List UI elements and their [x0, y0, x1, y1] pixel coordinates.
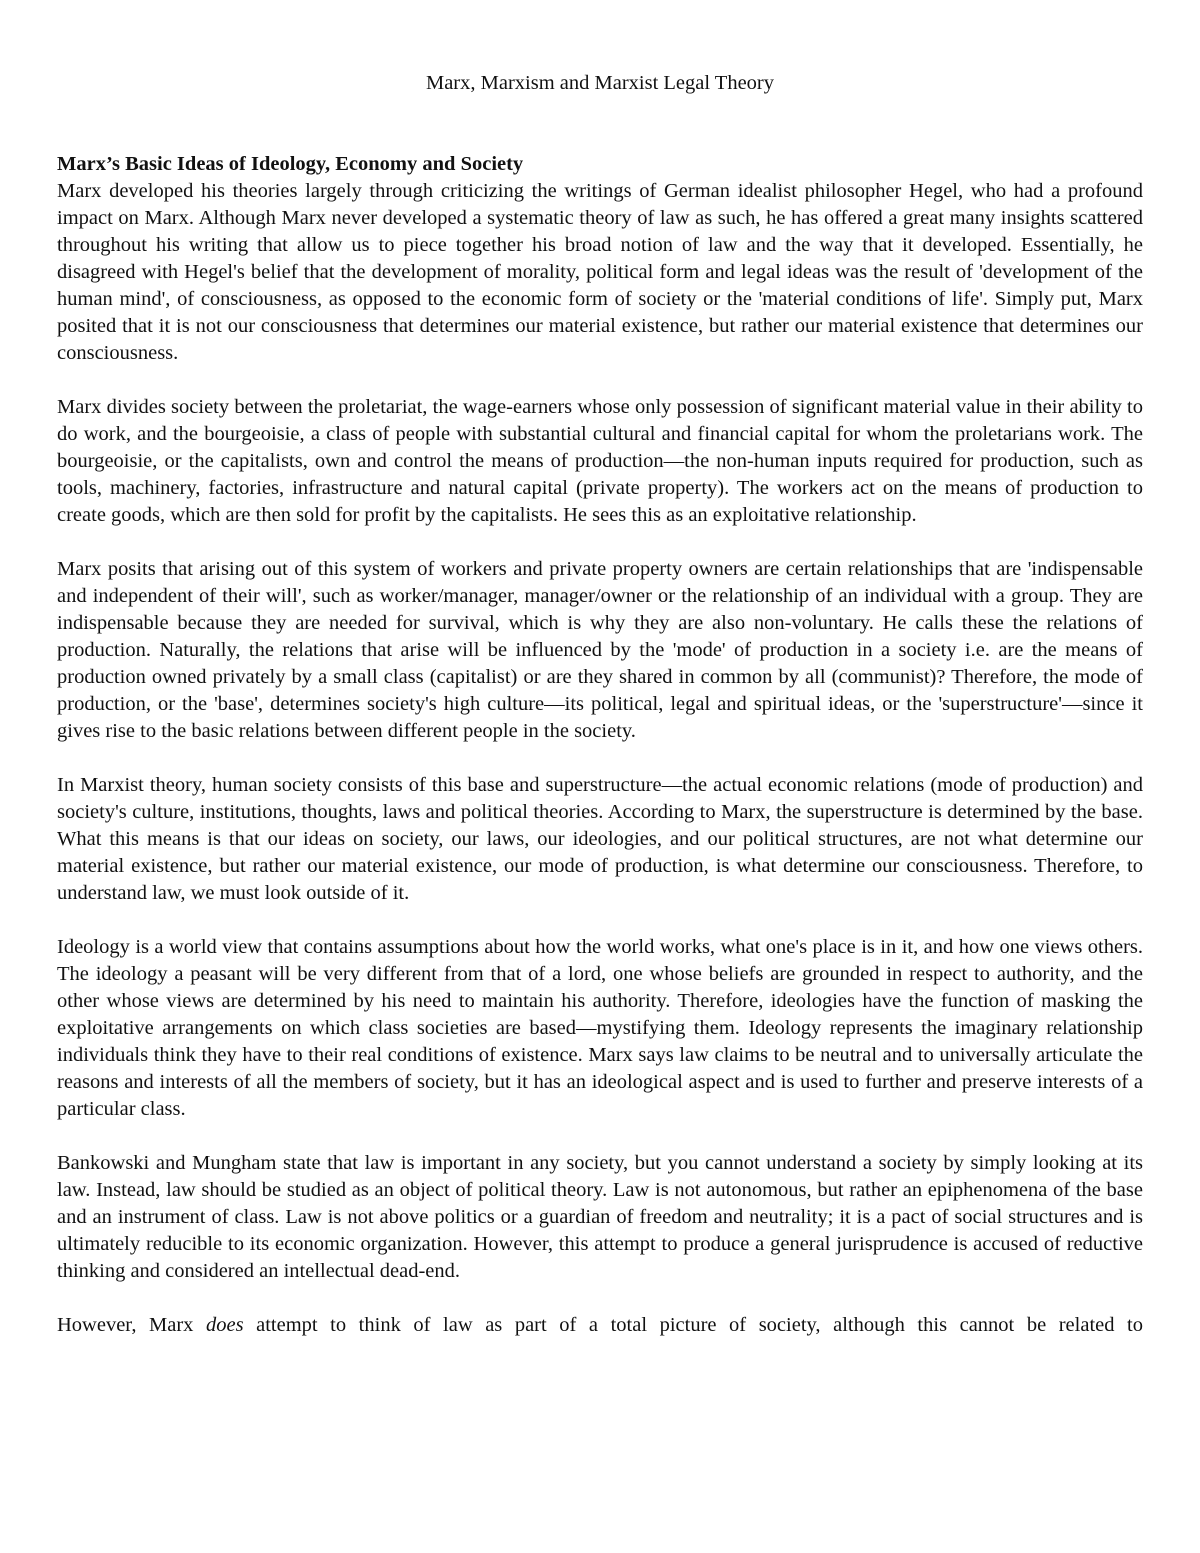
- paragraph-text-before: However, Marx: [57, 1314, 206, 1336]
- emphasis-text: does: [205, 1314, 244, 1336]
- document-title: Marx, Marxism and Marxist Legal Theory: [425, 72, 775, 94]
- section-heading: Marx’s Basic Ideas of Ideology, Economy and Society: [57, 153, 524, 175]
- paragraph-ideology: Ideology is a world view that contains assumptions about how the world works, what one's place is in it, and how one views others. The ideology a peasant will be very different from that of a lord, one whose beliefs are grounded in respect to authority, and the other whose views are determined by his need to maintain his authority. Therefore, ideologies have the function of masking the exploitative arrangements on which class societies are based—mystifying them. Ideology represents the imaginary relationship individuals think they have to their real conditions of existence. Marx says law claims to be neutral and to universally articulate the reasons and interests of all the members of society, but it has an ideological aspect and is used to further and preserve interests of a particular class.: [57, 936, 1143, 1120]
- document-page: [57, 70, 1143, 1366]
- paragraph-proletariat: Marx divides society between the proletariat, the wage-earners whose only possession of significant material value in their ability to do work, and the bourgeoisie, a class of people with substantial cultural and financial capital for whom the proletarians work. The bourgeoisie, or the capitalists, own and control the means of production—the non-human inputs required for production, such as tools, machinery, factories, infrastructure and natural capital (private property). The workers act on the means of production to create goods, which are then sold for profit by the capitalists. He sees this as an exploitative relationship.: [57, 396, 1143, 526]
- paragraph-hegel: Marx developed his theories largely through criticizing the writings of German idealist philosopher Hegel, who had a profound impact on Marx. Although Marx never developed a systematic theory of law as such, he has offered a great many insights scattered throughout his writing that allow us to piece together his broad notion of law and the way that it developed. Essentially, he disagreed with Hegel's belief that the development of morality, political form and legal ideas was the result of 'development of the human mind', of consciousness, as opposed to the economic form of society or the 'material conditions of life'. Simply put, Marx posited that it is not our consciousness that determines our material existence, but rather our material existence that determines our consciousness.: [57, 180, 1143, 364]
- paragraph-relations-of-production: Marx posits that arising out of this system of workers and private property owners are certain relationships that are 'indispensable and independent of their will', such as worker/manager, manager/owner or the relationship of an individual with a group. They are indispensable because they are needed for survival, which is why they are also non-voluntary. He calls these the relations of production. Naturally, the relations that arise will be influenced by the 'mode' of production in a society i.e. are the means of production owned privately by a small class (capitalist) or are they shared in common by all (communist)? Therefore, the mode of production, or the 'base', determines society's high culture—its political, legal and spiritual ideas, or the 'superstructure'—since it gives rise to the basic relations between different people in the society.: [57, 558, 1143, 742]
- paragraph-text-after: attempt to think of law as part of a total picture of society, although this cannot be related to: [243, 1314, 1144, 1336]
- paragraph-bankowski-mungham: Bankowski and Mungham state that law is important in any society, but you cannot understand a society by simply looking at its law. Instead, law should be studied as an object of political theory. Law is not autonomous, but rather an epiphenomena of the base and an instrument of class. Law is not above politics or a guardian of freedom and neutrality; it is a pact of social structures and is ultimately reducible to its economic organization. However, this attempt to produce a general jurisprudence is accused of reductive thinking and considered an intellectual dead-end.: [57, 1152, 1143, 1282]
- paragraph-base-superstructure: In Marxist theory, human society consists of this base and superstructure—the actual economic relations (mode of production) and society's culture, institutions, thoughts, laws and political theories. According to Marx, the superstructure is determined by the base. What this means is that our ideas on society, our laws, our ideologies, and our political structures, are not what determine our material existence, but rather our material existence, our mode of production, is what determine our consciousness. Therefore, to understand law, we must look outside of it.: [57, 774, 1143, 904]
- paragraph-total-picture: [57, 1312, 1143, 1339]
